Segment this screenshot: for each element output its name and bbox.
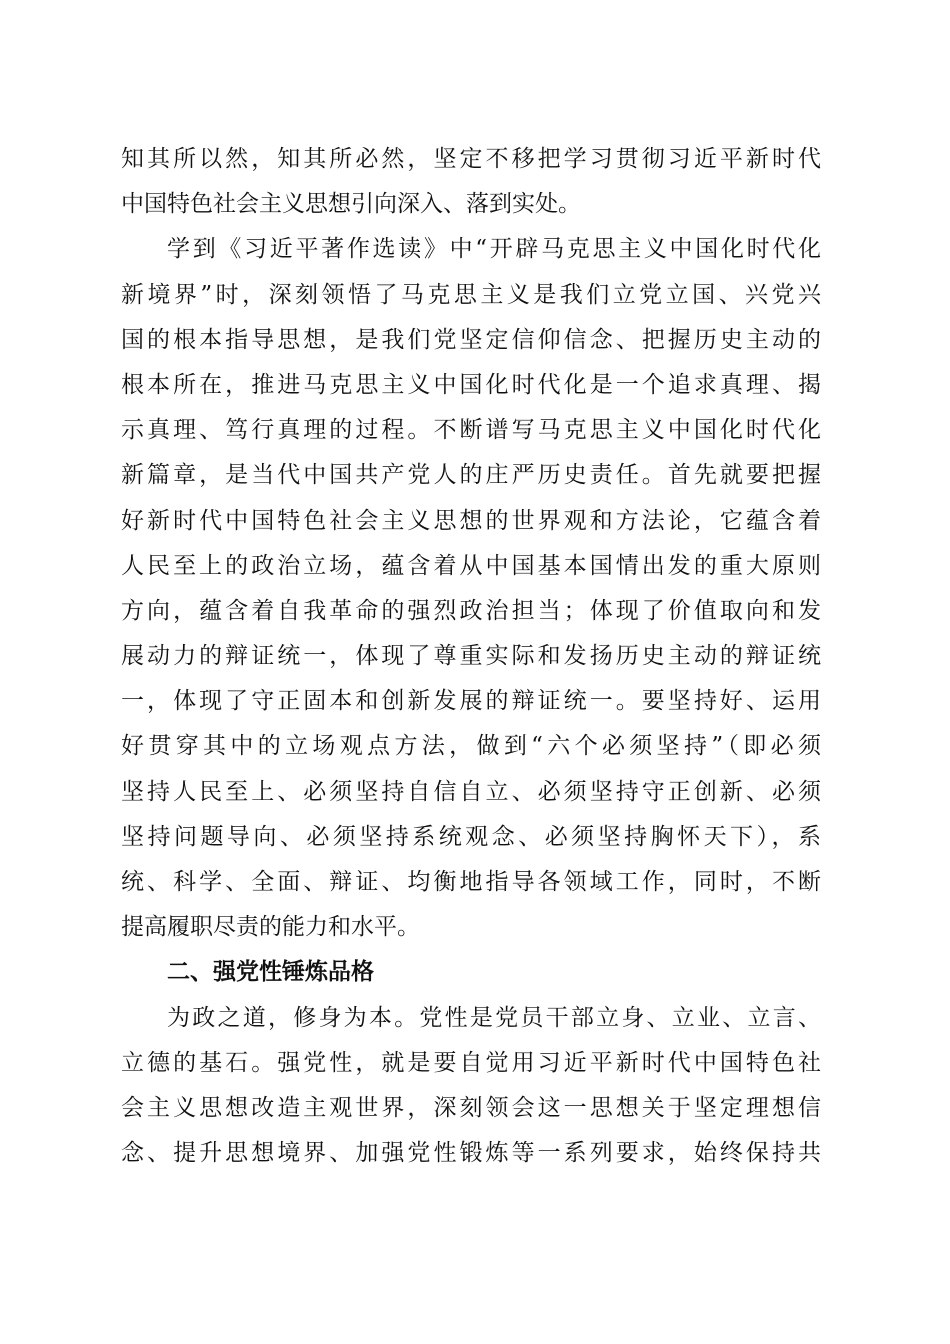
text-line: 方向，蕴含着自我革命的强烈政治担当；体现了价值取向和发 <box>121 597 821 624</box>
text-line: 新境界”时，深刻领悟了马克思主义是我们立党立国、兴党兴 <box>121 281 821 308</box>
text-line: 会主义思想改造主观世界，深刻领会这一思想关于坚定理想信 <box>121 1094 821 1121</box>
text-line: 中国特色社会主义思想引向深入、落到实处。 <box>121 191 581 218</box>
document-body <box>121 137 821 1176</box>
text-line: 好新时代中国特色社会主义思想的世界观和方法论，它蕴含着 <box>121 507 821 534</box>
text-line: 展动力的辩证统一，体现了尊重实际和发扬历史主动的辩证统 <box>121 643 821 670</box>
text-line: 为政之道，修身为本。党性是党员干部立身、立业、立言、 <box>167 1004 821 1031</box>
text-line: 新篇章，是当代中国共产党人的庄严历史责任。首先就要把握 <box>121 462 821 489</box>
text-line: 统、科学、全面、辩证、均衡地指导各领域工作，同时，不断 <box>121 869 821 895</box>
text-line: 提高履职尽责的能力和水平。 <box>121 914 420 941</box>
text-line: 坚持问题导向、必须坚持系统观念、必须坚持胸怀天下），系 <box>121 823 821 850</box>
text-line: 国的根本指导思想，是我们党坚定信仰信念、把握历史主动的 <box>121 326 821 353</box>
text-line: 立德的基石。强党性，就是要自觉用习近平新时代中国特色社 <box>121 1049 821 1076</box>
text-line: 示真理、笃行真理的过程。不断谱写马克思主义中国化时代化 <box>121 417 821 444</box>
text-line: 根本所在，推进马克思主义中国化时代化是一个追求真理、揭 <box>121 371 821 398</box>
text-line: 人民至上的政治立场，蕴含着从中国基本国情出发的重大原则 <box>121 552 821 579</box>
text-line: 一，体现了守正固本和创新发展的辩证统一。要坚持好、运用 <box>121 688 821 715</box>
text-line: 坚持人民至上、必须坚持自信自立、必须坚持守正创新、必须 <box>121 778 821 805</box>
text-line: 知其所以然，知其所必然，坚定不移把学习贯彻习近平新时代 <box>121 146 821 172</box>
section-heading: 二、强党性锤炼品格 <box>167 959 374 986</box>
text-line: 念、提升思想境界、加强党性锻炼等一系列要求，始终保持共 <box>121 1140 821 1167</box>
text-line: 学到《习近平著作选读》中“开辟马克思主义中国化时代化 <box>167 236 821 263</box>
text-line: 好贯穿其中的立场观点方法，做到“六个必须坚持”（即必须 <box>121 733 821 760</box>
